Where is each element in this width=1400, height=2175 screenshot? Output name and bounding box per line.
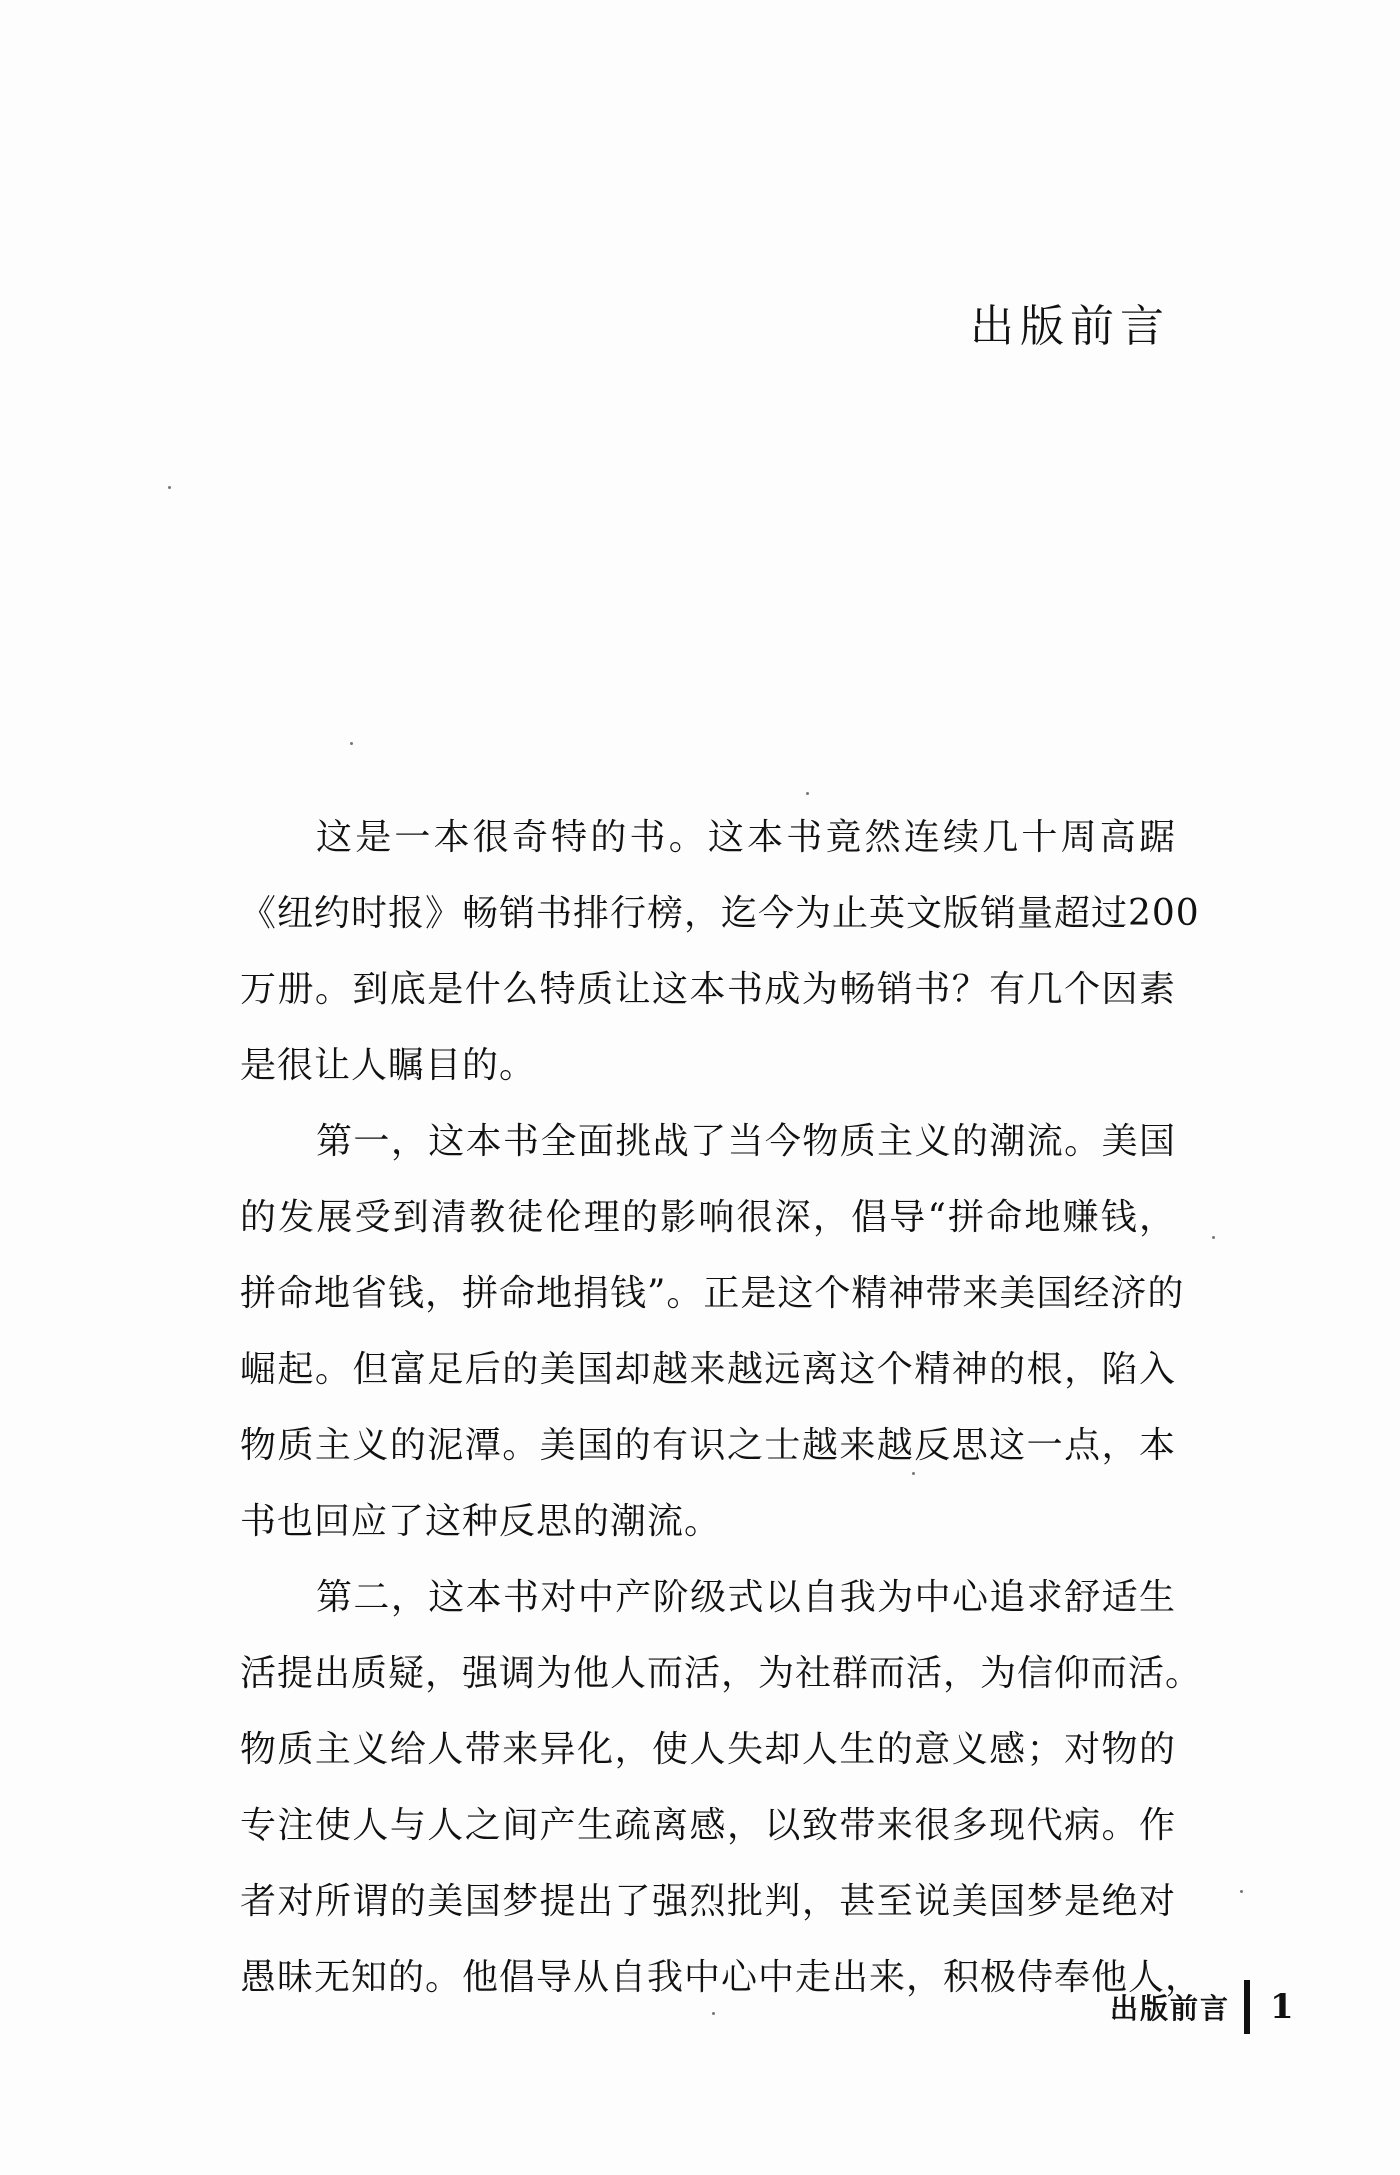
- paragraph-2-line-5: 物质主义的泥潭。美国的有识之士越来越反思这一点，本: [240, 1425, 1176, 1466]
- page-footer: [1110, 1980, 1294, 2034]
- scan-speck: [168, 486, 171, 489]
- paragraph-2-line-2: 的发展受到清教徒伦理的影响很深，倡导“拼命地赚钱，: [240, 1197, 1176, 1238]
- paragraph-3-line-6: 愚昧无知的。他倡导从自我中心中走出来，积极侍奉他人，: [240, 1957, 1203, 1998]
- chapter-title: 出版前言: [970, 301, 1170, 352]
- scan-speck: [912, 1472, 915, 1475]
- paragraph-2-line-6: 书也回应了这种反思的潮流。: [240, 1501, 722, 1542]
- scan-speck: [712, 2012, 715, 2015]
- scan-speck: [350, 742, 353, 745]
- paragraph-3-line-5: 者对所谓的美国梦提出了强烈批判，甚至说美国梦是绝对: [240, 1881, 1176, 1922]
- running-title: 出版前言: [1110, 1992, 1231, 2025]
- paragraph-3-line-1: 第二，这本书对中产阶级式以自我为中心追求舒适生: [316, 1577, 1176, 1618]
- scan-speck: [1240, 1890, 1243, 1893]
- paragraph-1-line-4: 是很让人瞩目的。: [240, 1045, 537, 1086]
- paragraph-3-line-2: 活提出质疑，强调为他人而活，为社群而活，为信仰而活。: [240, 1653, 1203, 1694]
- paragraph-1-line-2: 《纽约时报》畅销书排行榜，迄今为止英文版销量超过200: [240, 893, 1200, 934]
- paragraph-1-line-3: 万册。到底是什么特质让这本书成为畅销书？有几个因素: [240, 969, 1176, 1010]
- scan-speck: [1212, 1236, 1215, 1239]
- page-number: 1: [1270, 1987, 1294, 2027]
- paragraph-3-line-3: 物质主义给人带来异化，使人失却人生的意义感；对物的: [240, 1729, 1176, 1770]
- scan-speck: [806, 792, 809, 795]
- paragraph-2-line-3: 拼命地省钱，拼命地捐钱”。正是这个精神带来美国经济的: [240, 1273, 1185, 1314]
- paragraph-3-line-4: 专注使人与人之间产生疏离感，以致带来很多现代病。作: [240, 1805, 1176, 1846]
- paragraph-2-line-4: 崛起。但富足后的美国却越来越远离这个精神的根，陷入: [240, 1349, 1176, 1390]
- paragraph-1-line-1: 这是一本很奇特的书。这本书竟然连续几十周高踞: [316, 817, 1176, 858]
- paragraph-2-line-1: 第一，这本书全面挑战了当今物质主义的潮流。美国: [316, 1121, 1176, 1162]
- footer-divider: [1244, 1980, 1250, 2034]
